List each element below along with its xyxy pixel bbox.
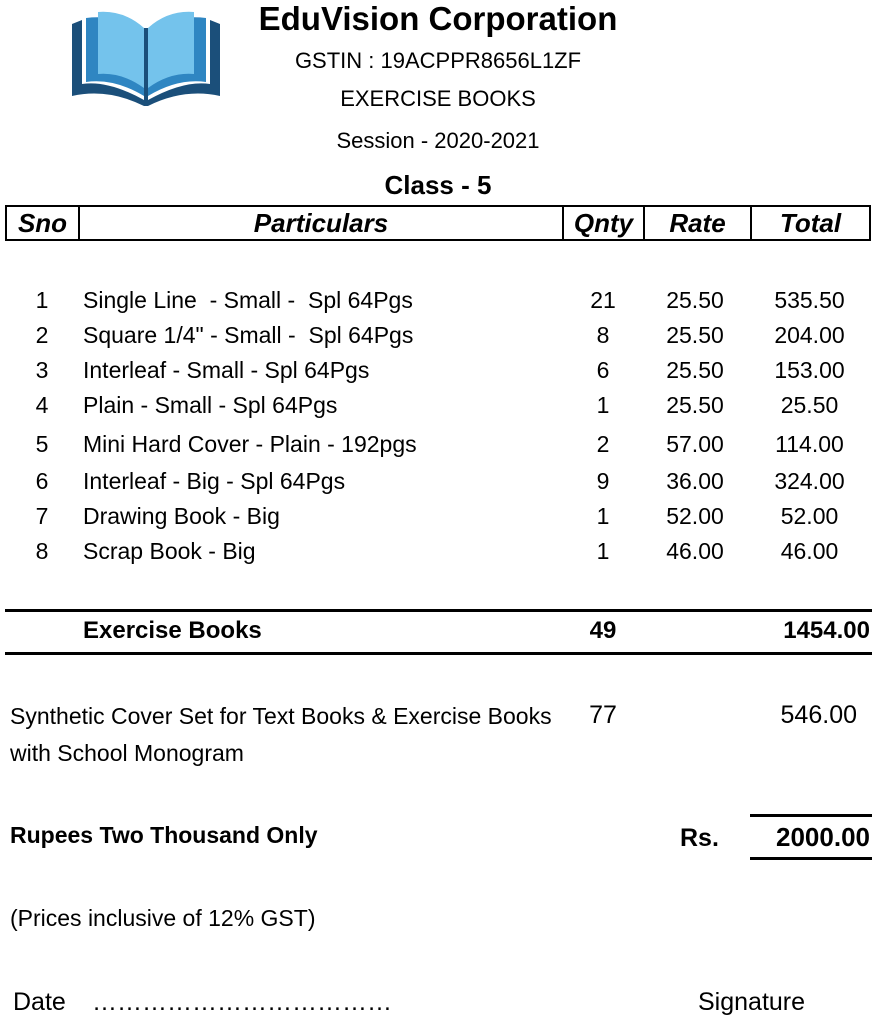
row-total: 25.50 bbox=[780, 392, 839, 418]
row-qnty: 1 bbox=[596, 503, 610, 529]
date-blank: ……………………………… bbox=[92, 988, 392, 1016]
row-rate: 25.50 bbox=[666, 357, 724, 383]
gstin: GSTIN : 19ACPPR8656L1ZF bbox=[294, 48, 582, 73]
grand-total-top-rule bbox=[750, 814, 872, 817]
row-particulars: Single Line - Small - Spl 64Pgs bbox=[83, 287, 413, 313]
open-book-icon bbox=[68, 8, 224, 108]
row-qnty: 21 bbox=[590, 287, 616, 313]
row-particulars: Interleaf - Small - Spl 64Pgs bbox=[83, 357, 370, 383]
class-title: Class - 5 bbox=[384, 170, 492, 200]
summary-bottom-rule bbox=[5, 652, 872, 655]
row-rate: 25.50 bbox=[666, 392, 724, 418]
table-row bbox=[0, 392, 877, 424]
row-particulars: Plain - Small - Spl 64Pgs bbox=[83, 392, 338, 418]
row-rate: 57.00 bbox=[666, 431, 724, 457]
summary-top-rule bbox=[5, 609, 872, 612]
cover-qnty: 77 bbox=[589, 701, 617, 729]
amount-in-words: Rupees Two Thousand Only bbox=[10, 822, 318, 848]
row-total: 46.00 bbox=[780, 538, 839, 564]
row-sno: 1 bbox=[35, 287, 49, 313]
row-sno: 7 bbox=[35, 503, 49, 529]
currency-label: Rs. bbox=[680, 824, 719, 852]
table-row bbox=[0, 322, 877, 354]
row-total: 535.50 bbox=[774, 287, 845, 313]
company-name: EduVision Corporation bbox=[258, 0, 618, 37]
grand-total: 2000.00 bbox=[776, 822, 870, 852]
cover-description: Synthetic Cover Set for Text Books & Exercise Books with School Monogram bbox=[10, 703, 552, 766]
table-row bbox=[0, 468, 877, 500]
row-rate: 36.00 bbox=[666, 468, 724, 494]
row-total: 153.00 bbox=[774, 357, 845, 383]
summary-qnty: 49 bbox=[589, 617, 617, 644]
column-header-sno: Sno bbox=[17, 207, 68, 238]
row-qnty: 2 bbox=[596, 431, 610, 457]
row-sno: 3 bbox=[35, 357, 49, 383]
row-particulars: Square 1/4" - Small - Spl 64Pgs bbox=[83, 322, 414, 348]
table-row bbox=[0, 357, 877, 389]
column-header-total: Total bbox=[779, 207, 842, 238]
row-total: 52.00 bbox=[780, 503, 839, 529]
row-particulars: Interleaf - Big - Spl 64Pgs bbox=[83, 468, 346, 494]
grand-total-bottom-rule bbox=[750, 857, 872, 860]
column-header-rate: Rate bbox=[669, 207, 726, 238]
row-qnty: 6 bbox=[596, 357, 610, 383]
row-qnty: 1 bbox=[596, 538, 610, 564]
table-row bbox=[0, 503, 877, 535]
table-row bbox=[0, 538, 877, 570]
row-particulars: Drawing Book - Big bbox=[83, 503, 280, 529]
row-rate: 52.00 bbox=[666, 503, 724, 529]
signature-label: Signature bbox=[698, 988, 806, 1016]
summary-label: Exercise Books bbox=[83, 617, 262, 644]
row-sno: 4 bbox=[35, 392, 49, 418]
row-sno: 6 bbox=[35, 468, 49, 494]
row-particulars: Mini Hard Cover - Plain - 192pgs bbox=[83, 431, 417, 457]
row-qnty: 8 bbox=[596, 322, 610, 348]
row-sno: 2 bbox=[35, 322, 49, 348]
row-particulars: Scrap Book - Big bbox=[83, 538, 256, 564]
row-rate: 25.50 bbox=[666, 287, 724, 313]
row-sno: 5 bbox=[35, 431, 49, 457]
date-label: Date bbox=[13, 988, 66, 1016]
row-qnty: 1 bbox=[596, 392, 610, 418]
row-rate: 25.50 bbox=[666, 322, 724, 348]
column-header-particulars: Particulars bbox=[253, 207, 389, 238]
row-qnty: 9 bbox=[596, 468, 610, 494]
table-row bbox=[0, 431, 877, 463]
cover-total: 546.00 bbox=[780, 701, 857, 729]
column-header-row bbox=[5, 205, 871, 241]
table-row bbox=[0, 287, 877, 319]
row-rate: 46.00 bbox=[666, 538, 724, 564]
document-title: EXERCISE BOOKS bbox=[340, 86, 536, 111]
column-header-qnty: Qnty bbox=[573, 207, 634, 238]
row-sno: 8 bbox=[35, 538, 49, 564]
row-total: 324.00 bbox=[774, 468, 845, 494]
row-total: 114.00 bbox=[775, 431, 844, 457]
summary-total: 1454.00 bbox=[783, 617, 870, 644]
row-total: 204.00 bbox=[774, 322, 845, 348]
session-label: Session - 2020-2021 bbox=[336, 128, 540, 153]
gst-note: (Prices inclusive of 12% GST) bbox=[10, 905, 316, 931]
